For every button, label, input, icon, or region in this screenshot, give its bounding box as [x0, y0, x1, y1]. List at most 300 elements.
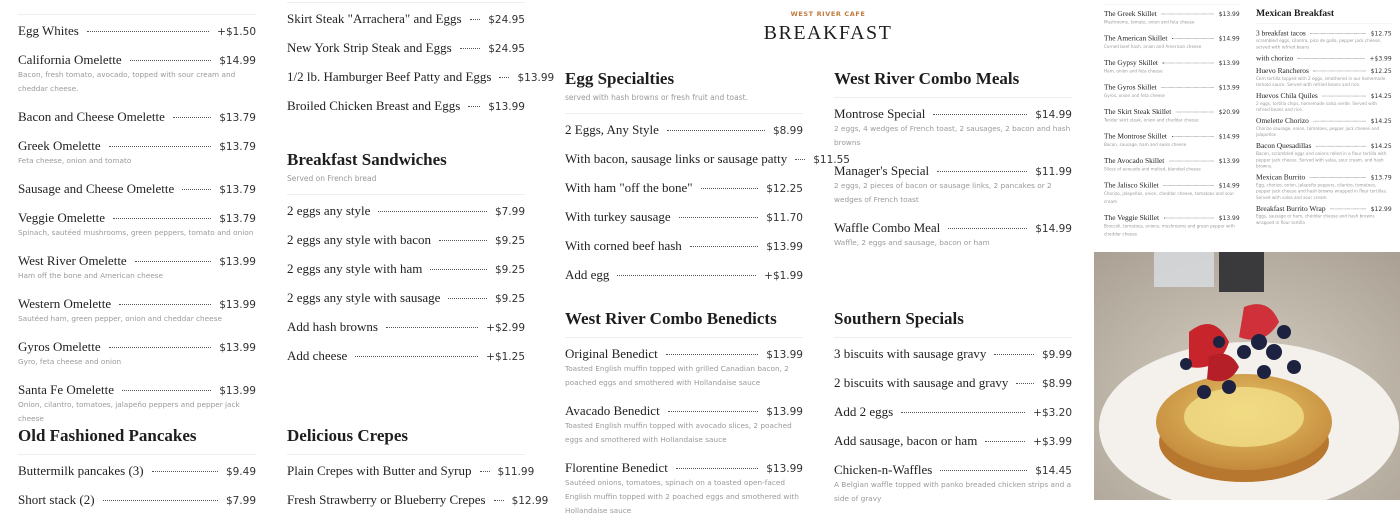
- item-price: $14.25: [1370, 117, 1392, 125]
- dot-leader: [480, 471, 490, 472]
- item-description: Toasted English muffin topped with grilled Canadian bacon, 2 poached eggs and smothered with Hollandaise sauce: [565, 364, 789, 387]
- dot-leader: [470, 19, 481, 20]
- dot-leader: [1162, 63, 1214, 64]
- menu-section: [287, 426, 549, 521]
- item-description: A Belgian waffle topped with panko breaded chicken strips and a side of gravy: [834, 480, 1072, 503]
- item-description: Chorizo sausage, onion, tomatoes, pepper jack cheese and jalapeños: [1256, 125, 1380, 138]
- item-name: Manager's Special: [834, 163, 930, 178]
- item-price: +$3.20: [1033, 407, 1072, 419]
- menu-item-row: [1256, 204, 1392, 213]
- item-description: Sautéed onions, tomatoes, spinach on a toasted open-faced English muffin topped with 2 poached eggs and smothered with Hollandaise sauce: [565, 478, 799, 515]
- item-name: Bacon and Cheese Omelette: [18, 109, 165, 124]
- menu-item: [1104, 83, 1240, 100]
- item-name: Broiled Chicken Breast and Eggs: [287, 98, 461, 113]
- menu-section: [565, 69, 850, 296]
- menu-item: [287, 463, 535, 479]
- item-price: $12.75: [1370, 30, 1392, 38]
- item-price: $8.99: [772, 125, 803, 137]
- menu-item: [287, 203, 525, 219]
- menu-item: [18, 109, 256, 125]
- menu-item: [18, 138, 256, 168]
- item-name: 2 eggs any style with bacon: [287, 232, 432, 247]
- dot-leader: [1161, 14, 1214, 15]
- menu-item-row: [565, 180, 803, 196]
- item-price: $13.79: [219, 141, 256, 153]
- menu-item-row: [1256, 66, 1392, 75]
- item-name: 1/2 lb. Hamburger Beef Patty and Eggs: [287, 69, 492, 84]
- menu-item: [287, 69, 555, 85]
- menu-item-row: [18, 492, 256, 508]
- item-name: Chicken-n-Waffles: [834, 462, 933, 477]
- menu-item-row: [287, 492, 549, 508]
- menu-item-row: [565, 460, 803, 476]
- item-price: $13.79: [219, 184, 256, 196]
- item-description: 2 eggs, 2 pieces of bacon or sausage links, 2 pancakes or 2 wedges of French toast: [834, 181, 1052, 204]
- item-price: $13.99: [1218, 84, 1240, 92]
- dot-leader: [1169, 161, 1214, 162]
- dot-leader: [386, 327, 478, 328]
- item-price: $11.55: [813, 154, 850, 166]
- menu-item-row: [18, 339, 256, 355]
- dot-leader: [448, 298, 486, 299]
- item-price: $9.25: [494, 293, 525, 305]
- menu-item: [287, 40, 525, 56]
- menu-item-row: [1256, 54, 1392, 63]
- item-price: $9.99: [1041, 349, 1072, 361]
- dot-leader: [499, 77, 509, 78]
- menu-item-row: [287, 69, 555, 85]
- item-description: Toasted English muffin topped with avocado slices, 2 poached eggs and smothered with Hollandaise sauce: [565, 421, 792, 444]
- menu-item: [18, 181, 256, 197]
- item-name: 2 eggs any style with ham: [287, 261, 423, 276]
- dot-leader: [994, 354, 1034, 355]
- item-price: $13.99: [219, 299, 256, 311]
- item-price: $13.99: [219, 385, 256, 397]
- section-subtitle: Served on French bread: [287, 174, 377, 183]
- menu-item: [834, 106, 1072, 150]
- item-price: $14.99: [219, 55, 256, 67]
- menu-item: [1104, 107, 1240, 124]
- menu-item-row: [834, 462, 1072, 478]
- menu-item-row: [1104, 83, 1240, 92]
- item-price: $13.99: [1218, 157, 1240, 165]
- menu-section: [1256, 7, 1392, 229]
- item-description: Gyro, feta cheese and onion: [18, 357, 122, 366]
- item-name: Mexican Burrito: [1256, 172, 1306, 182]
- menu-item: [834, 404, 1072, 420]
- dot-leader: [666, 354, 758, 355]
- menu-section: [18, 426, 256, 521]
- menu-item: [1104, 132, 1240, 149]
- menu-item: [287, 98, 525, 114]
- section-title: Southern Specials: [834, 309, 964, 328]
- item-name: 2 eggs any style: [287, 203, 371, 218]
- dot-leader: [468, 106, 480, 107]
- item-name: Huevo Rancheros: [1256, 66, 1309, 75]
- item-price: $13.99: [488, 101, 525, 113]
- menu-item: [834, 346, 1072, 362]
- menu-item: [1256, 54, 1392, 63]
- dot-leader: [1298, 58, 1365, 59]
- menu-item: [1104, 181, 1240, 206]
- menu-item-row: [287, 11, 525, 27]
- dot-leader: [1164, 218, 1215, 219]
- item-name: 2 eggs any style with sausage: [287, 290, 441, 305]
- menu-item: [18, 210, 256, 240]
- menu-section: [834, 69, 1072, 263]
- item-description: Waffle, 2 eggs and sausage, bacon or ham: [834, 238, 990, 247]
- item-name: Waffle Combo Meal: [834, 220, 941, 235]
- menu-item-row: [1104, 132, 1240, 141]
- pancake-photo: [1094, 252, 1400, 500]
- menu-item: [287, 492, 549, 508]
- item-price: $9.49: [225, 466, 256, 478]
- item-price: $14.99: [1035, 109, 1072, 121]
- item-description: scrambled eggs, cilantro, pico de gallo, pepper jack cheese, served with refried beans: [1256, 38, 1381, 50]
- section-title: Breakfast Sandwiches: [287, 150, 447, 169]
- menu-item-row: [1104, 9, 1240, 18]
- item-name: Egg Whites: [18, 23, 79, 38]
- dot-leader: [676, 468, 758, 469]
- menu-item: [834, 462, 1072, 506]
- item-description: Egg, chorizo, onion, jalapeño peppers, cilantro, tomatoes, pepper jack cheese and hash browns wrapped in flour tortillas. Served with salsa and sour cream: [1256, 182, 1388, 201]
- menu-section: [287, 150, 525, 377]
- menu-item-row: [18, 253, 256, 269]
- menu-item-row: [834, 106, 1072, 122]
- dot-leader: [1172, 136, 1215, 137]
- item-name: Huevos Chila Quiles: [1256, 91, 1318, 100]
- menu-item: [1256, 91, 1392, 113]
- item-price: $14.25: [1370, 92, 1392, 100]
- item-name: Avacado Benedict: [565, 403, 660, 418]
- section-title: West River Combo Meals: [834, 69, 1020, 88]
- item-price: $13.99: [766, 349, 803, 361]
- menu-item-row: [287, 463, 535, 479]
- item-name: Florentine Benedict: [565, 460, 668, 475]
- dot-leader: [933, 114, 1027, 115]
- dot-leader: [940, 470, 1027, 471]
- dot-leader: [1310, 33, 1366, 34]
- item-price: $13.79: [1370, 174, 1392, 182]
- item-name: California Omelette: [18, 52, 122, 67]
- item-name: The American Skillet: [1104, 33, 1168, 43]
- menu-item: [1104, 34, 1240, 51]
- item-price: $13.99: [766, 406, 803, 418]
- menu-item-row: [18, 210, 256, 226]
- item-price: $14.99: [1218, 133, 1240, 141]
- item-description: Feta cheese, onion and tomato: [18, 156, 132, 165]
- menu-item-row: [1104, 58, 1240, 67]
- item-price: $11.99: [497, 466, 535, 478]
- section-title: Egg Specialties: [565, 69, 675, 88]
- dot-leader: [1313, 71, 1366, 72]
- menu-item: [1104, 9, 1240, 26]
- menu-item: [18, 253, 256, 283]
- dot-leader: [667, 130, 765, 131]
- menu-section: [565, 309, 803, 531]
- menu-item-row: [18, 52, 256, 68]
- item-name: The Montrose Skillet: [1104, 131, 1167, 141]
- menu-section: [18, 14, 256, 439]
- dot-leader: [948, 228, 1027, 229]
- section-subtitle: served with hash browns or fresh fruit and toast.: [565, 93, 748, 102]
- menu-item: [1256, 204, 1392, 226]
- item-name: Bacon Quesadillas: [1256, 141, 1312, 150]
- dot-leader: [1163, 185, 1214, 186]
- item-name: with chorizo: [1256, 53, 1294, 63]
- item-price: +$2.99: [486, 322, 525, 334]
- item-price: $12.25: [766, 183, 803, 195]
- section-divider: [834, 97, 1072, 106]
- menu-item: [565, 238, 803, 254]
- dot-leader: [1310, 177, 1366, 178]
- section-title: Delicious Crepes: [287, 426, 409, 445]
- item-name: Plain Crepes with Butter and Syrup: [287, 463, 472, 478]
- menu-item: [565, 122, 803, 138]
- menu-item: [18, 492, 256, 508]
- menu-item-row: [18, 463, 256, 479]
- item-price: $13.99: [219, 256, 256, 268]
- menu-item: [565, 209, 803, 225]
- dot-leader: [109, 347, 212, 348]
- item-name: Add 2 eggs: [834, 404, 894, 419]
- menu-item: [18, 339, 256, 369]
- item-description: Ham off the bone and American cheese: [18, 271, 164, 280]
- menu-section: [1104, 4, 1240, 246]
- item-description: Tender skirt steak, onion and cheddar cheese: [1104, 117, 1199, 123]
- item-price: +$1.99: [764, 270, 803, 282]
- item-name: New York Strip Steak and Eggs: [287, 40, 452, 55]
- menu-item-row: [834, 404, 1072, 420]
- menu-item-row: [18, 296, 256, 312]
- menu-item-row: [1256, 116, 1392, 125]
- dot-leader: [901, 412, 1025, 413]
- dot-leader: [430, 269, 487, 270]
- dot-leader: [690, 246, 758, 247]
- dot-leader: [937, 171, 1027, 172]
- menu-item-row: [565, 403, 803, 419]
- menu-item-row: [18, 138, 256, 154]
- item-price: $8.99: [1041, 378, 1072, 390]
- menu-item-row: [565, 151, 850, 167]
- item-price: $13.99: [1218, 59, 1240, 67]
- menu-item: [18, 296, 256, 326]
- dot-leader: [985, 441, 1025, 442]
- menu-item-row: [565, 346, 803, 362]
- dot-leader: [1016, 383, 1034, 384]
- item-price: $13.99: [766, 241, 803, 253]
- dot-leader: [173, 117, 211, 118]
- menu-item: [287, 319, 525, 335]
- dot-leader: [460, 48, 481, 49]
- dot-leader: [1172, 38, 1214, 39]
- menu-item: [287, 11, 525, 27]
- item-name: Greek Omelette: [18, 138, 101, 153]
- menu-item: [18, 52, 256, 96]
- item-description: Bacon, fresh tomato, avocado, topped with sour cream and cheddar cheese.: [18, 70, 236, 93]
- section-title: Mexican Breakfast: [1256, 7, 1335, 19]
- item-price: $14.99: [1035, 223, 1072, 235]
- dot-leader: [795, 159, 805, 160]
- dot-leader: [182, 189, 211, 190]
- cafe-name: WEST RIVER CAFE: [790, 10, 866, 18]
- item-price: $13.99: [517, 72, 555, 84]
- menu-section: [834, 309, 1072, 519]
- menu-item-row: [287, 319, 525, 335]
- item-price: $13.99: [766, 463, 803, 475]
- section-divider: [18, 454, 256, 463]
- dot-leader: [494, 500, 504, 501]
- item-name: With bacon, sausage links or sausage patty: [565, 151, 788, 166]
- dot-leader: [617, 275, 756, 276]
- dot-leader: [103, 500, 218, 501]
- item-name: Fresh Strawberry or Blueberry Crepes: [287, 492, 486, 507]
- item-name: Gyros Omelette: [18, 339, 101, 354]
- dot-leader: [701, 188, 759, 189]
- item-price: $12.25: [1370, 67, 1392, 75]
- item-price: $7.99: [494, 206, 525, 218]
- menu-item-row: [1104, 107, 1240, 116]
- item-name: Veggie Omelette: [18, 210, 105, 225]
- menu-item-row: [1256, 173, 1392, 182]
- item-name: 3 breakfast tacos: [1256, 28, 1306, 38]
- menu-item: [1104, 156, 1240, 173]
- menu-item-row: [287, 232, 525, 248]
- menu-item-row: [1104, 34, 1240, 43]
- item-price: $7.99: [225, 495, 256, 507]
- item-description: Gyros, onion and feta cheese: [1104, 92, 1165, 99]
- menu-item-row: [565, 238, 803, 254]
- menu-item-row: [834, 346, 1072, 362]
- item-name: The Veggie Skillet: [1104, 213, 1160, 222]
- menu-item: [834, 433, 1072, 449]
- dot-leader: [113, 218, 211, 219]
- item-price: $14.99: [1218, 35, 1240, 43]
- item-name: Breakfast Burrito Wrap: [1256, 204, 1326, 213]
- menu-item: [1256, 116, 1392, 138]
- item-name: 2 Eggs, Any Style: [565, 122, 659, 137]
- dot-leader: [378, 211, 487, 212]
- item-description: Corn tortilla topped with 2 eggs, smothered in our homemade tomato sauce. Served with refried beans and rice.: [1256, 75, 1386, 88]
- menu-item-row: [834, 433, 1072, 449]
- dot-leader: [1322, 96, 1366, 97]
- item-name: The Gypsy Skillet: [1104, 58, 1158, 67]
- item-name: Add egg: [565, 267, 610, 282]
- menu-item-row: [1256, 29, 1392, 38]
- item-name: The Gyros Skillet: [1104, 82, 1157, 92]
- menu-item: [834, 375, 1072, 391]
- menu-section: [287, 2, 555, 127]
- section-title: Old Fashioned Pancakes: [18, 426, 197, 445]
- menu-item: [565, 180, 803, 196]
- item-description: Broccoli, tomatoes, onions, mushrooms and green pepper with cheddar cheese: [1104, 223, 1235, 237]
- item-price: $13.79: [219, 112, 256, 124]
- item-price: $14.45: [1035, 465, 1072, 477]
- menu-item-row: [834, 163, 1072, 179]
- item-price: $13.99: [1218, 10, 1240, 18]
- item-description: Sautéed ham, green pepper, onion and cheddar cheese: [18, 314, 222, 323]
- section-divider: [565, 113, 803, 122]
- menu-item-row: [287, 348, 525, 364]
- item-name: Add hash browns: [287, 319, 378, 334]
- menu-item-row: [1104, 156, 1240, 165]
- menu-item: [1256, 29, 1392, 51]
- dot-leader: [668, 411, 759, 412]
- item-price: $13.99: [1218, 214, 1240, 222]
- item-description: Mushrooms, tomato, onion and feta cheese: [1104, 19, 1195, 25]
- item-name: West River Omelette: [18, 253, 127, 268]
- item-price: $24.95: [488, 14, 525, 26]
- menu-item: [565, 403, 803, 447]
- item-price: $9.25: [494, 235, 525, 247]
- item-description: Spinach, sautéed mushrooms, green peppers, tomato and onion: [18, 228, 254, 237]
- menu-item: [287, 232, 525, 248]
- menu-item: [1256, 173, 1392, 201]
- item-name: With ham "off the bone": [565, 180, 693, 195]
- item-price: $12.99: [511, 495, 549, 507]
- item-name: Santa Fe Omelette: [18, 382, 115, 397]
- page-title: BREAKFAST: [763, 22, 893, 44]
- menu-item-row: [18, 181, 256, 197]
- menu-item: [1256, 141, 1392, 169]
- menu-item: [287, 261, 525, 277]
- menu-item-row: [287, 40, 525, 56]
- menu-item-row: [287, 261, 525, 277]
- menu-item: [1256, 66, 1392, 88]
- menu-item-row: [834, 375, 1072, 391]
- item-description: Bacon, scrambled eggs and onions rolled in a flour tortilla with pepper jack cheese. Served with salsa, sour cream, and hash browns.: [1256, 151, 1387, 169]
- menu-item: [1104, 58, 1240, 75]
- item-price: $14.99: [1218, 182, 1240, 190]
- menu-item: [18, 23, 256, 39]
- item-name: Omelette Chorizo: [1256, 116, 1309, 125]
- section-divider: [287, 454, 525, 463]
- item-name: Montrose Special: [834, 106, 926, 121]
- menu-item: [834, 163, 1072, 207]
- item-name: Short stack (2): [18, 492, 95, 507]
- section-divider: [834, 337, 1072, 346]
- menu-image-collage: [1094, 0, 1400, 500]
- dot-leader: [122, 390, 211, 391]
- item-price: +$1.25: [486, 351, 525, 363]
- menu-item-row: [18, 382, 256, 398]
- item-description: Bacon, sausage, ham and swiss cheese: [1104, 141, 1187, 148]
- menu-item: [565, 460, 803, 518]
- dot-leader: [1313, 121, 1366, 122]
- item-price: $11.99: [1035, 166, 1072, 178]
- item-name: Add cheese: [287, 348, 348, 363]
- dot-leader: [1316, 146, 1366, 147]
- item-name: Buttermilk pancakes (3): [18, 463, 144, 478]
- section-divider: [565, 337, 803, 346]
- dot-leader: [1176, 112, 1214, 113]
- item-price: $13.79: [219, 213, 256, 225]
- item-price: $13.99: [219, 342, 256, 354]
- menu-item: [18, 463, 256, 479]
- menu-item-row: [18, 23, 256, 39]
- dot-leader: [1161, 87, 1214, 88]
- item-price: $9.25: [494, 264, 525, 276]
- menu-item: [565, 151, 850, 167]
- item-name: Add sausage, bacon or ham: [834, 433, 978, 448]
- item-price: $20.99: [1218, 108, 1240, 116]
- item-name: Western Omelette: [18, 296, 112, 311]
- cup: [1219, 252, 1264, 292]
- menu-item-row: [1256, 91, 1392, 100]
- menu-item-row: [287, 98, 525, 114]
- dot-leader: [152, 471, 218, 472]
- item-description: Corned beef hash, onion and American cheese: [1104, 43, 1202, 50]
